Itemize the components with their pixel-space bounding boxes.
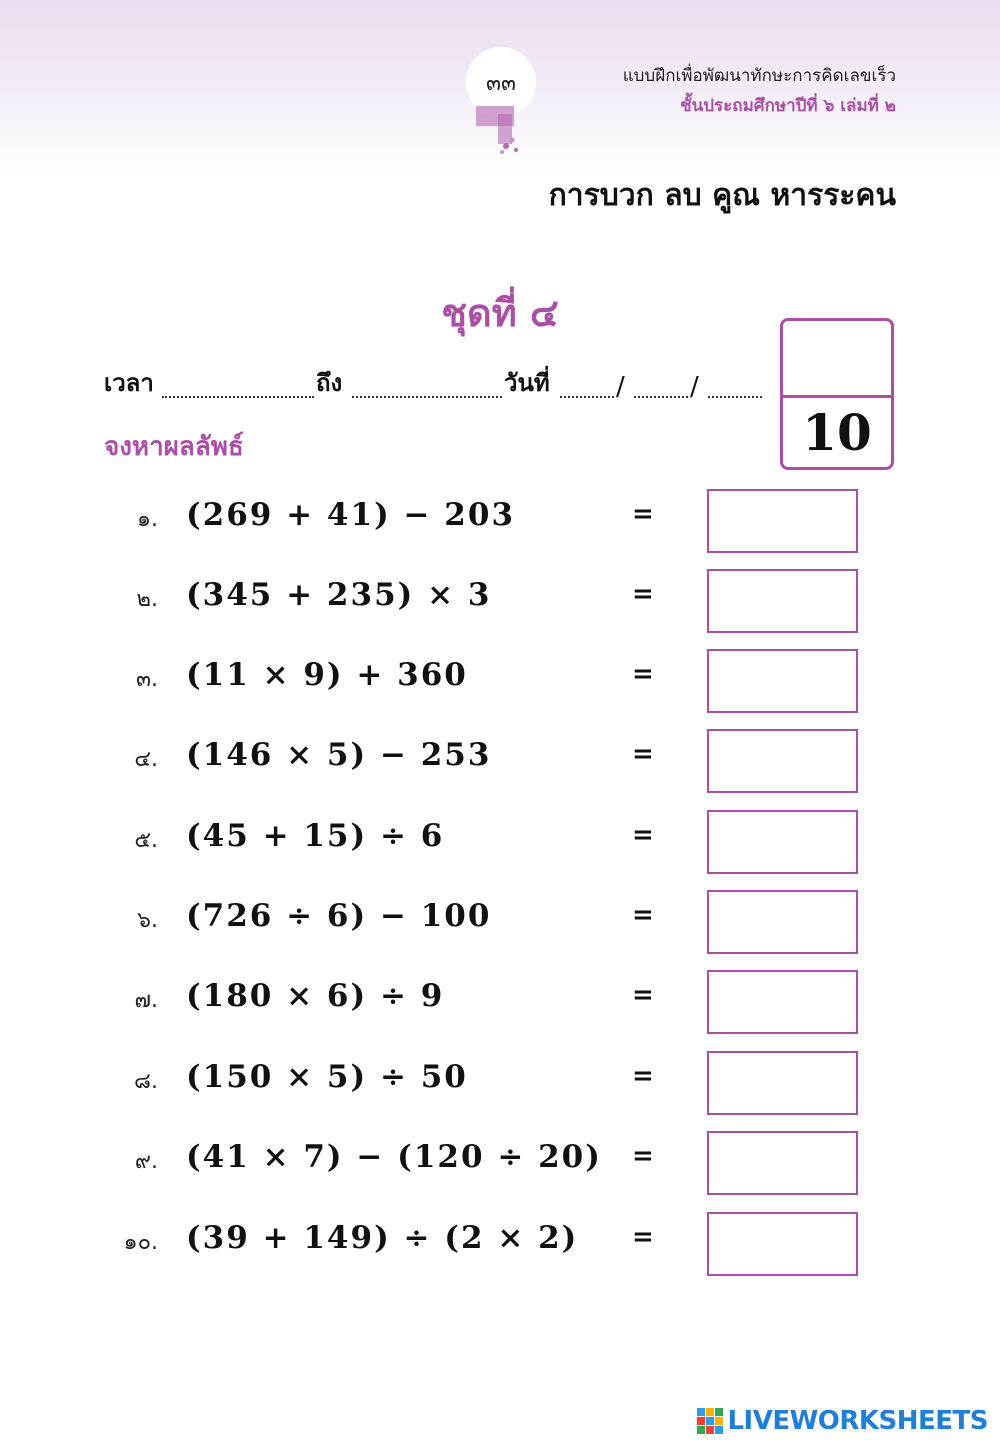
equals-sign: = [632, 659, 654, 689]
instruction: จงหาผลลัพธ์ [104, 432, 244, 462]
problem-expression: (39 + 149) ÷ (2 × 2) [186, 1220, 579, 1256]
score-earned-field[interactable] [783, 321, 891, 393]
equals-sign: = [632, 739, 654, 769]
equals-sign: = [632, 900, 654, 930]
to-label: ถึง [316, 369, 343, 397]
answer-input[interactable] [707, 569, 858, 633]
time-end-blank[interactable] [352, 396, 502, 398]
problem-expression: (269 + 41) − 203 [186, 497, 516, 533]
problem-expression: (45 + 15) ÷ 6 [186, 818, 445, 854]
problem-row [0, 1051, 1000, 1115]
problem-number: ๙. [134, 1149, 158, 1174]
page-number: ๓๓ [485, 70, 517, 96]
problem-row [0, 1131, 1000, 1195]
score-divider [783, 395, 891, 398]
problem-row [0, 649, 1000, 713]
score-box [780, 318, 894, 470]
problem-expression: (726 ÷ 6) − 100 [186, 898, 492, 934]
answer-input[interactable] [707, 649, 858, 713]
liveworksheets-watermark [697, 1406, 988, 1436]
score-total: 10 [802, 403, 872, 462]
book-title: แบบฝึกเพื่อพัฒนาทักษะการคิดเลขเร็ว [622, 66, 896, 86]
equals-sign: = [632, 1222, 654, 1252]
answer-input[interactable] [707, 489, 858, 553]
date-month-blank[interactable] [634, 396, 688, 398]
problem-expression: (345 + 235) × 3 [186, 577, 492, 613]
problem-expression: (150 × 5) ÷ 50 [186, 1059, 468, 1095]
answer-input[interactable] [707, 1131, 858, 1195]
answer-input[interactable] [707, 729, 858, 793]
problem-number: ๗. [134, 988, 158, 1013]
liveworksheets-logo-icon [697, 1408, 723, 1434]
answer-input[interactable] [707, 890, 858, 954]
time-date-row [104, 370, 784, 406]
date-year-blank[interactable] [708, 396, 762, 398]
date-day-blank[interactable] [560, 396, 614, 398]
set-title: ชุดที่ ๔ [441, 291, 559, 335]
problem-row [0, 729, 1000, 793]
answer-input[interactable] [707, 1051, 858, 1115]
topic-title: การบวก ลบ คูณ หารระคน [548, 178, 896, 213]
equals-sign: = [632, 820, 654, 850]
problem-number: ๑. [137, 507, 158, 532]
problem-row [0, 890, 1000, 954]
equals-sign: = [632, 1061, 654, 1091]
problem-row [0, 569, 1000, 633]
problem-expression: (146 × 5) − 253 [186, 737, 492, 773]
problem-number: ๑๐. [123, 1230, 158, 1255]
date-slash: / [690, 372, 699, 402]
time-label: เวลา [104, 369, 154, 397]
problem-number: ๒. [136, 587, 158, 612]
problem-row [0, 970, 1000, 1034]
flower-decoration-icon [476, 100, 526, 158]
problem-number: ๓. [135, 667, 158, 692]
equals-sign: = [632, 980, 654, 1010]
equals-sign: = [632, 499, 654, 529]
problem-number: ๔. [134, 747, 158, 772]
date-slash: / [616, 372, 625, 402]
problem-number: ๕. [134, 828, 158, 853]
book-level: ชั้นประถมศึกษาปีที่ ๖ เล่มที่ ๒ [680, 96, 896, 116]
equals-sign: = [632, 579, 654, 609]
time-start-blank[interactable] [162, 396, 314, 398]
problem-expression: (41 × 7) − (120 ÷ 20) [186, 1139, 602, 1175]
equals-sign: = [632, 1141, 654, 1171]
problem-expression: (180 × 6) ÷ 9 [186, 978, 445, 1014]
problem-row [0, 489, 1000, 553]
answer-input[interactable] [707, 970, 858, 1034]
problem-number: ๘. [134, 1069, 158, 1094]
problem-expression: (11 × 9) + 360 [186, 657, 468, 693]
problem-row [0, 810, 1000, 874]
watermark-text: LIVEWORKSHEETS [727, 1406, 988, 1436]
problem-number: ๖. [137, 908, 158, 933]
problem-row [0, 1212, 1000, 1276]
date-label: วันที่ [504, 369, 550, 397]
answer-input[interactable] [707, 810, 858, 874]
answer-input[interactable] [707, 1212, 858, 1276]
